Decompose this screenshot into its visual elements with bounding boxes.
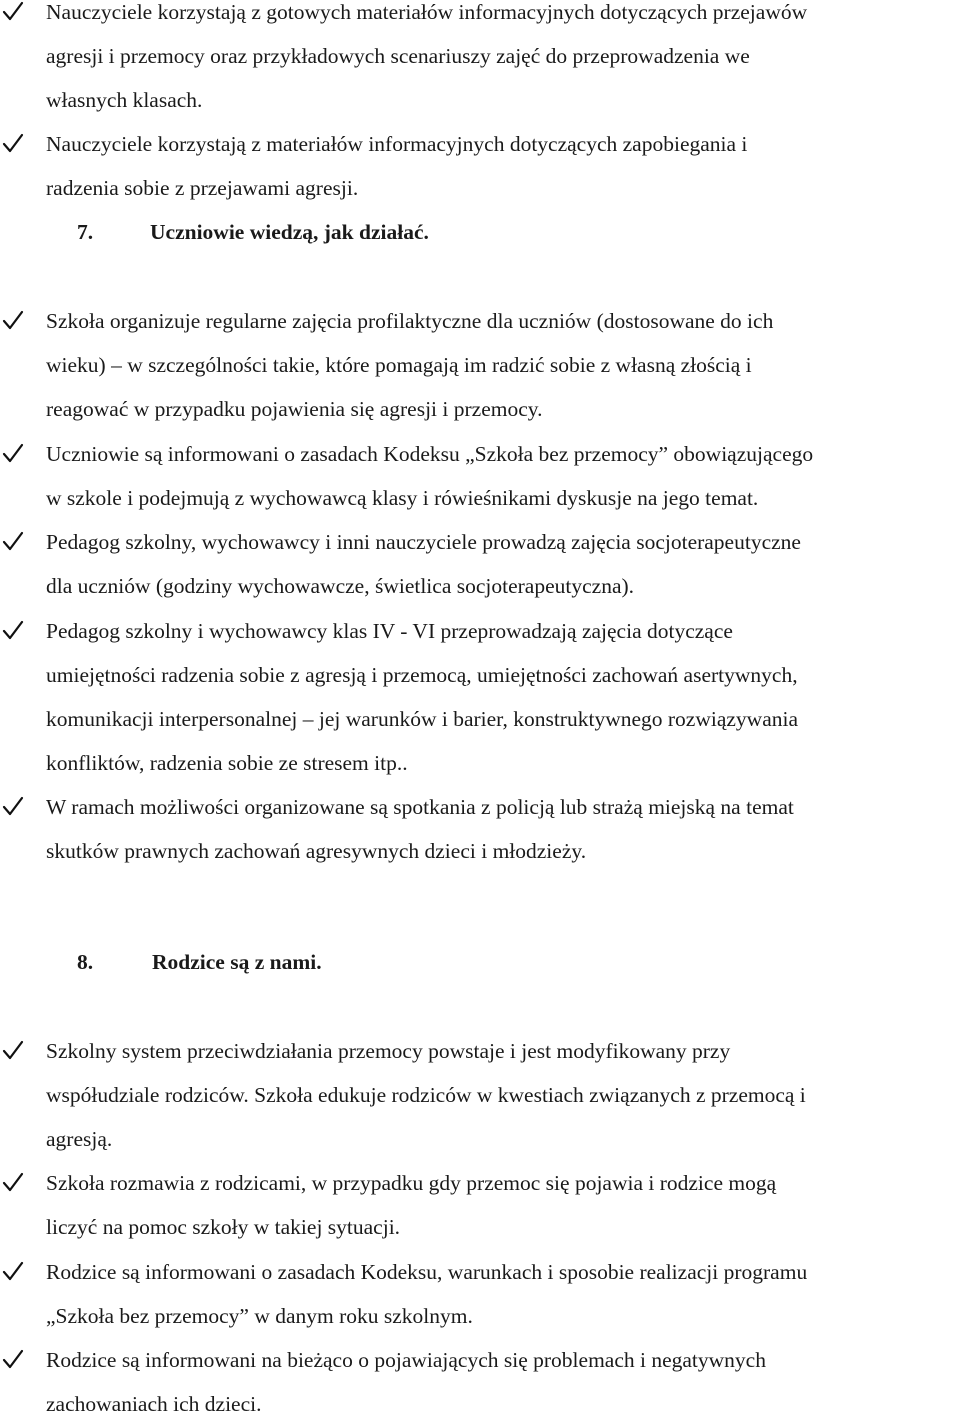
text-line: Nauczyciele korzystają z gotowych materiałów informacyjnych dotyczących przejawów	[46, 0, 808, 24]
text-line: reagować w przypadku pojawienia się agresji i przemocy.	[46, 397, 543, 421]
checkmark-icon	[2, 1260, 28, 1286]
section-number: 7.	[77, 220, 94, 244]
text-line: wieku) – w szczególności takie, które pomagają im radzić sobie z własną złością i	[46, 353, 752, 377]
text-line: umiejętności radzenia sobie z agresją i przemocą, umiejętności zachowań asertywnych,	[46, 663, 798, 687]
checkmark-icon	[2, 309, 28, 335]
text-line: współudziale rodziców. Szkoła edukuje rodziców w kwestiach związanych z przemocą i	[46, 1083, 806, 1107]
checkmark-icon	[2, 1171, 28, 1197]
checkmark-icon	[2, 1348, 28, 1374]
text-line: Pedagog szkolny i wychowawcy klas IV - VI przeprowadzają zajęcia dotyczące	[46, 619, 733, 643]
checkmark-icon	[2, 530, 28, 556]
text-line: Uczniowie są informowani o zasadach Kodeksu „Szkoła bez przemocy” obowiązującego	[46, 442, 814, 466]
text-line: własnych klasach.	[46, 88, 203, 112]
text-line: Nauczyciele korzystają z materiałów informacyjnych dotyczących zapobiegania i	[46, 132, 748, 156]
checkmark-icon	[2, 795, 28, 821]
checkmark-icon	[2, 442, 28, 468]
text-line: W ramach możliwości organizowane są spotkania z policją lub strażą miejską na temat	[46, 795, 794, 819]
text-line: zachowaniach ich dzieci.	[46, 1392, 262, 1416]
checkmark-icon	[2, 132, 28, 158]
checkmark-icon	[2, 0, 28, 26]
text-line: agresją.	[46, 1127, 113, 1151]
section-title: Uczniowie wiedzą, jak działać.	[150, 220, 429, 244]
checkmark-icon	[2, 1039, 28, 1065]
text-line: radzenia sobie z przejawami agresji.	[46, 176, 359, 200]
text-line: Szkolny system przeciwdziałania przemocy powstaje i jest modyfikowany przy	[46, 1039, 731, 1063]
text-line: Pedagog szkolny, wychowawcy i inni nauczyciele prowadzą zajęcia socjoterapeutyczne	[46, 530, 801, 554]
text-line: liczyć na pomoc szkoły w takiej sytuacji.	[46, 1215, 401, 1239]
text-line: konfliktów, radzenia sobie ze stresem itp..	[46, 751, 408, 775]
text-line: Rodzice są informowani na bieżąco o pojawiających się problemach i negatywnych	[46, 1348, 766, 1372]
text-line: Szkoła rozmawia z rodzicami, w przypadku gdy przemoc się pojawia i rodzice mogą	[46, 1171, 777, 1195]
section-title: Rodzice są z nami.	[152, 950, 322, 974]
text-line: skutków prawnych zachowań agresywnych dzieci i młodzieży.	[46, 839, 587, 863]
text-line: agresji i przemocy oraz przykładowych scenariuszy zajęć do przeprowadzenia we	[46, 44, 750, 68]
text-line: Rodzice są informowani o zasadach Kodeksu, warunkach i sposobie realizacji programu	[46, 1260, 808, 1284]
text-line: w szkole i podejmują z wychowawcą klasy i rówieśnikami dyskusje na jego temat.	[46, 486, 759, 510]
text-line: dla uczniów (godziny wychowawcze, świetlica socjoterapeutyczna).	[46, 574, 635, 598]
text-line: Szkoła organizuje regularne zajęcia profilaktyczne dla uczniów (dostosowane do ich	[46, 309, 774, 333]
checkmark-icon	[2, 619, 28, 645]
text-line: „Szkoła bez przemocy” w danym roku szkolnym.	[46, 1304, 473, 1328]
section-number: 8.	[77, 950, 94, 974]
text-line: komunikacji interpersonalnej – jej warunków i barier, konstruktywnego rozwiązywania	[46, 707, 799, 731]
